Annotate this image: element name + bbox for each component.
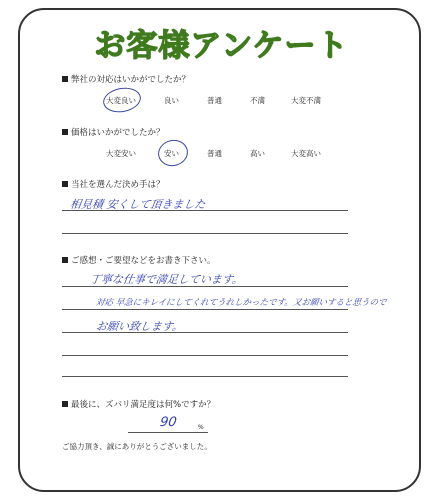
q1-option-4[interactable]: 不満	[250, 96, 265, 105]
question-5	[62, 398, 215, 410]
question-5-label: 最後に、ズバリ満足度は何%ですか？	[71, 400, 216, 410]
q4-handwritten-line-1: 丁寧な仕事で満足しています。	[89, 273, 244, 286]
q2-option-2[interactable]: 安い	[164, 149, 179, 158]
q5-handwritten-answer: 90	[158, 415, 178, 430]
answer-line	[62, 332, 348, 333]
q4-handwritten-line-3: お願い致します。	[95, 320, 184, 333]
q4-handwritten-line-2: 対応 早急にキレイにしてくれてうれしかったです。又お願いすると思うので	[95, 298, 388, 308]
square-bullet-icon	[62, 181, 68, 187]
square-bullet-icon	[62, 257, 68, 263]
question-2	[62, 126, 165, 138]
question-4	[62, 254, 216, 266]
square-bullet-icon	[62, 401, 68, 407]
question-3-label: 当社を選んだ決め手は？	[71, 180, 165, 190]
q1-option-5[interactable]: 大変不満	[291, 96, 321, 105]
answer-line	[62, 376, 348, 377]
survey-title: お客様アンケート	[94, 28, 349, 64]
percent-answer-line	[128, 432, 208, 433]
question-1	[62, 73, 190, 85]
q2-option-4[interactable]: 高い	[250, 149, 265, 158]
thank-you-note: ご協力頂き、誠にありがとうございました。	[62, 442, 212, 451]
percent-unit: %	[198, 424, 204, 431]
answer-line	[62, 233, 348, 234]
answer-line	[62, 286, 348, 287]
question-2-label: 価格はいかがでしたか？	[71, 128, 165, 138]
q2-option-5[interactable]: 大変高い	[291, 149, 321, 158]
answer-line	[62, 210, 348, 211]
question-3	[62, 178, 165, 190]
question-1-label: 弊社の対応はいかがでしたか？	[71, 75, 191, 85]
square-bullet-icon	[62, 76, 68, 82]
q1-option-3[interactable]: 普通	[207, 96, 222, 105]
answer-line	[62, 309, 348, 310]
square-bullet-icon	[62, 129, 68, 135]
q1-option-2[interactable]: 良い	[164, 96, 179, 105]
q2-option-3[interactable]: 普通	[207, 149, 222, 158]
answer-line	[62, 355, 348, 356]
question-4-label: ご感想・ご要望などをお書き下さい。	[71, 256, 216, 266]
q2-option-1[interactable]: 大変安い	[106, 149, 136, 158]
q3-handwritten-answer: 相見積 安くして頂きました	[69, 198, 207, 211]
q1-option-1[interactable]: 大変良い	[106, 96, 136, 105]
